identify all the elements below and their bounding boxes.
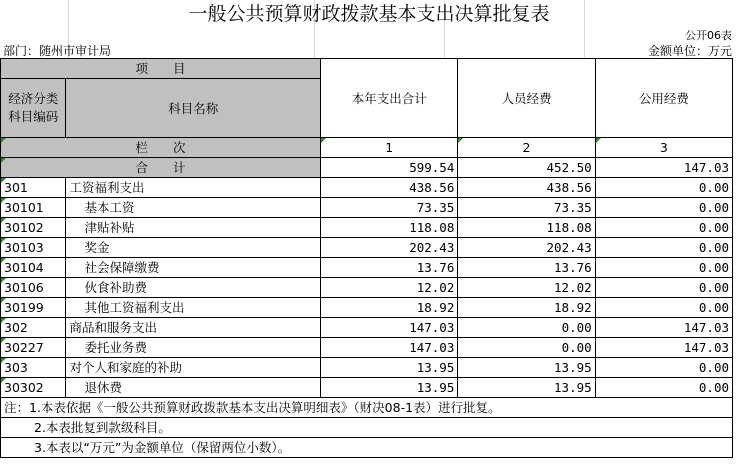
cell-code[interactable]: 30227 (1, 338, 66, 358)
header-public[interactable]: 公用经费 (595, 59, 732, 138)
expenditure-table (0, 58, 733, 458)
column-1[interactable]: 1 (321, 138, 458, 158)
cell-total[interactable]: 438.56 (321, 178, 458, 198)
cell-code[interactable]: 30104 (1, 258, 66, 278)
header-name[interactable]: 科目名称 (66, 79, 321, 138)
cell-name[interactable]: 伙食补助费 (66, 278, 321, 298)
cell-total[interactable]: 12.02 (321, 278, 458, 298)
cell-public[interactable]: 0.00 (595, 178, 732, 198)
cell-code[interactable]: 30106 (1, 278, 66, 298)
cell-public[interactable]: 0.00 (595, 258, 732, 278)
cell-total[interactable]: 118.08 (321, 218, 458, 238)
note-row (1, 438, 733, 458)
unit-label: 金额单位：万元 (647, 44, 732, 58)
note-row (1, 418, 733, 438)
cell-public[interactable]: 0.00 (595, 278, 732, 298)
note-text: 注：1.本表依据《一般公共预算财政拨款基本支出决算明细表》（财决08-1表）进行批复。 (1, 398, 733, 418)
cell-public[interactable]: 147.03 (595, 318, 732, 338)
cell-total[interactable]: 13.95 (321, 378, 458, 398)
form-number: 公开06表 (685, 29, 732, 42)
cell-code[interactable]: 30199 (1, 298, 66, 318)
table-row (1, 338, 733, 358)
cell-code[interactable]: 302 (1, 318, 66, 338)
cell-name[interactable]: 津贴补贴 (66, 218, 321, 238)
cell-personnel[interactable]: 73.35 (458, 198, 595, 218)
cell-code[interactable]: 30302 (1, 378, 66, 398)
cell-public[interactable]: 0.00 (595, 358, 732, 378)
cell-total[interactable]: 202.43 (321, 238, 458, 258)
cell-public[interactable]: 0.00 (595, 298, 732, 318)
cell-public[interactable]: 0.00 (595, 238, 732, 258)
cell-personnel[interactable]: 202.43 (458, 238, 595, 258)
cell-code[interactable]: 30102 (1, 218, 66, 238)
header-code-text: 经济分类科目编码 (8, 91, 59, 124)
department-label: 部门：随州市审计局 (3, 44, 112, 58)
cell-total[interactable]: 18.92 (321, 298, 458, 318)
cell-total[interactable]: 13.76 (321, 258, 458, 278)
column-2[interactable]: 2 (458, 138, 595, 158)
cell-name[interactable]: 其他工资福利支出 (66, 298, 321, 318)
cell-code[interactable]: 30101 (1, 198, 66, 218)
table-row (1, 358, 733, 378)
note-text: 3.本表以“万元”为金额单位（保留两位小数）。 (1, 438, 733, 458)
cell-personnel[interactable]: 438.56 (458, 178, 595, 198)
table-row (1, 378, 733, 398)
cell-total[interactable]: 147.03 (321, 318, 458, 338)
table-row (1, 258, 733, 278)
note-text: 2.本表批复到款级科目。 (1, 418, 733, 438)
cell-personnel[interactable]: 13.95 (458, 378, 595, 398)
column-label[interactable]: 栏 次 (1, 138, 321, 158)
table-row (1, 178, 733, 198)
cell-public[interactable]: 0.00 (595, 198, 732, 218)
header-personnel[interactable]: 人员经费 (458, 59, 595, 138)
sum-label[interactable]: 合 计 (1, 158, 321, 178)
table-row (1, 218, 733, 238)
header-code[interactable] (1, 79, 66, 138)
column-3[interactable]: 3 (595, 138, 732, 158)
cell-total[interactable]: 13.95 (321, 358, 458, 378)
sum-public[interactable]: 147.03 (595, 158, 732, 178)
table-row (1, 198, 733, 218)
cell-public[interactable]: 0.00 (595, 218, 732, 238)
cell-personnel[interactable]: 118.08 (458, 218, 595, 238)
cell-name[interactable]: 委托业务费 (66, 338, 321, 358)
table-row (1, 278, 733, 298)
cell-total[interactable]: 147.03 (321, 338, 458, 358)
cell-name[interactable]: 社会保障缴费 (66, 258, 321, 278)
cell-personnel[interactable]: 0.00 (458, 318, 595, 338)
page-title: 一般公共预算财政拨款基本支出决算批复表 (188, 3, 550, 25)
header-total[interactable]: 本年支出合计 (321, 59, 458, 138)
sum-personnel[interactable]: 452.50 (458, 158, 595, 178)
table-row (1, 238, 733, 258)
cell-personnel[interactable]: 13.95 (458, 358, 595, 378)
cell-personnel[interactable]: 13.76 (458, 258, 595, 278)
cell-personnel[interactable]: 18.92 (458, 298, 595, 318)
sum-total[interactable]: 599.54 (321, 158, 458, 178)
cell-name[interactable]: 退休费 (66, 378, 321, 398)
cell-code[interactable]: 301 (1, 178, 66, 198)
cell-code[interactable]: 30103 (1, 238, 66, 258)
cell-name[interactable]: 工资福利支出 (66, 178, 321, 198)
cell-name[interactable]: 对个人和家庭的补助 (66, 358, 321, 378)
table-row (1, 298, 733, 318)
note-row (1, 398, 733, 418)
cell-personnel[interactable]: 0.00 (458, 338, 595, 358)
cell-name[interactable]: 奖金 (66, 238, 321, 258)
cell-public[interactable]: 147.03 (595, 338, 732, 358)
table-row (1, 318, 733, 338)
cell-code[interactable]: 303 (1, 358, 66, 378)
cell-public[interactable]: 0.00 (595, 378, 732, 398)
cell-total[interactable]: 73.35 (321, 198, 458, 218)
cell-name[interactable]: 商品和服务支出 (66, 318, 321, 338)
cell-personnel[interactable]: 12.02 (458, 278, 595, 298)
header-item[interactable]: 项 目 (1, 59, 321, 79)
cell-name[interactable]: 基本工资 (66, 198, 321, 218)
